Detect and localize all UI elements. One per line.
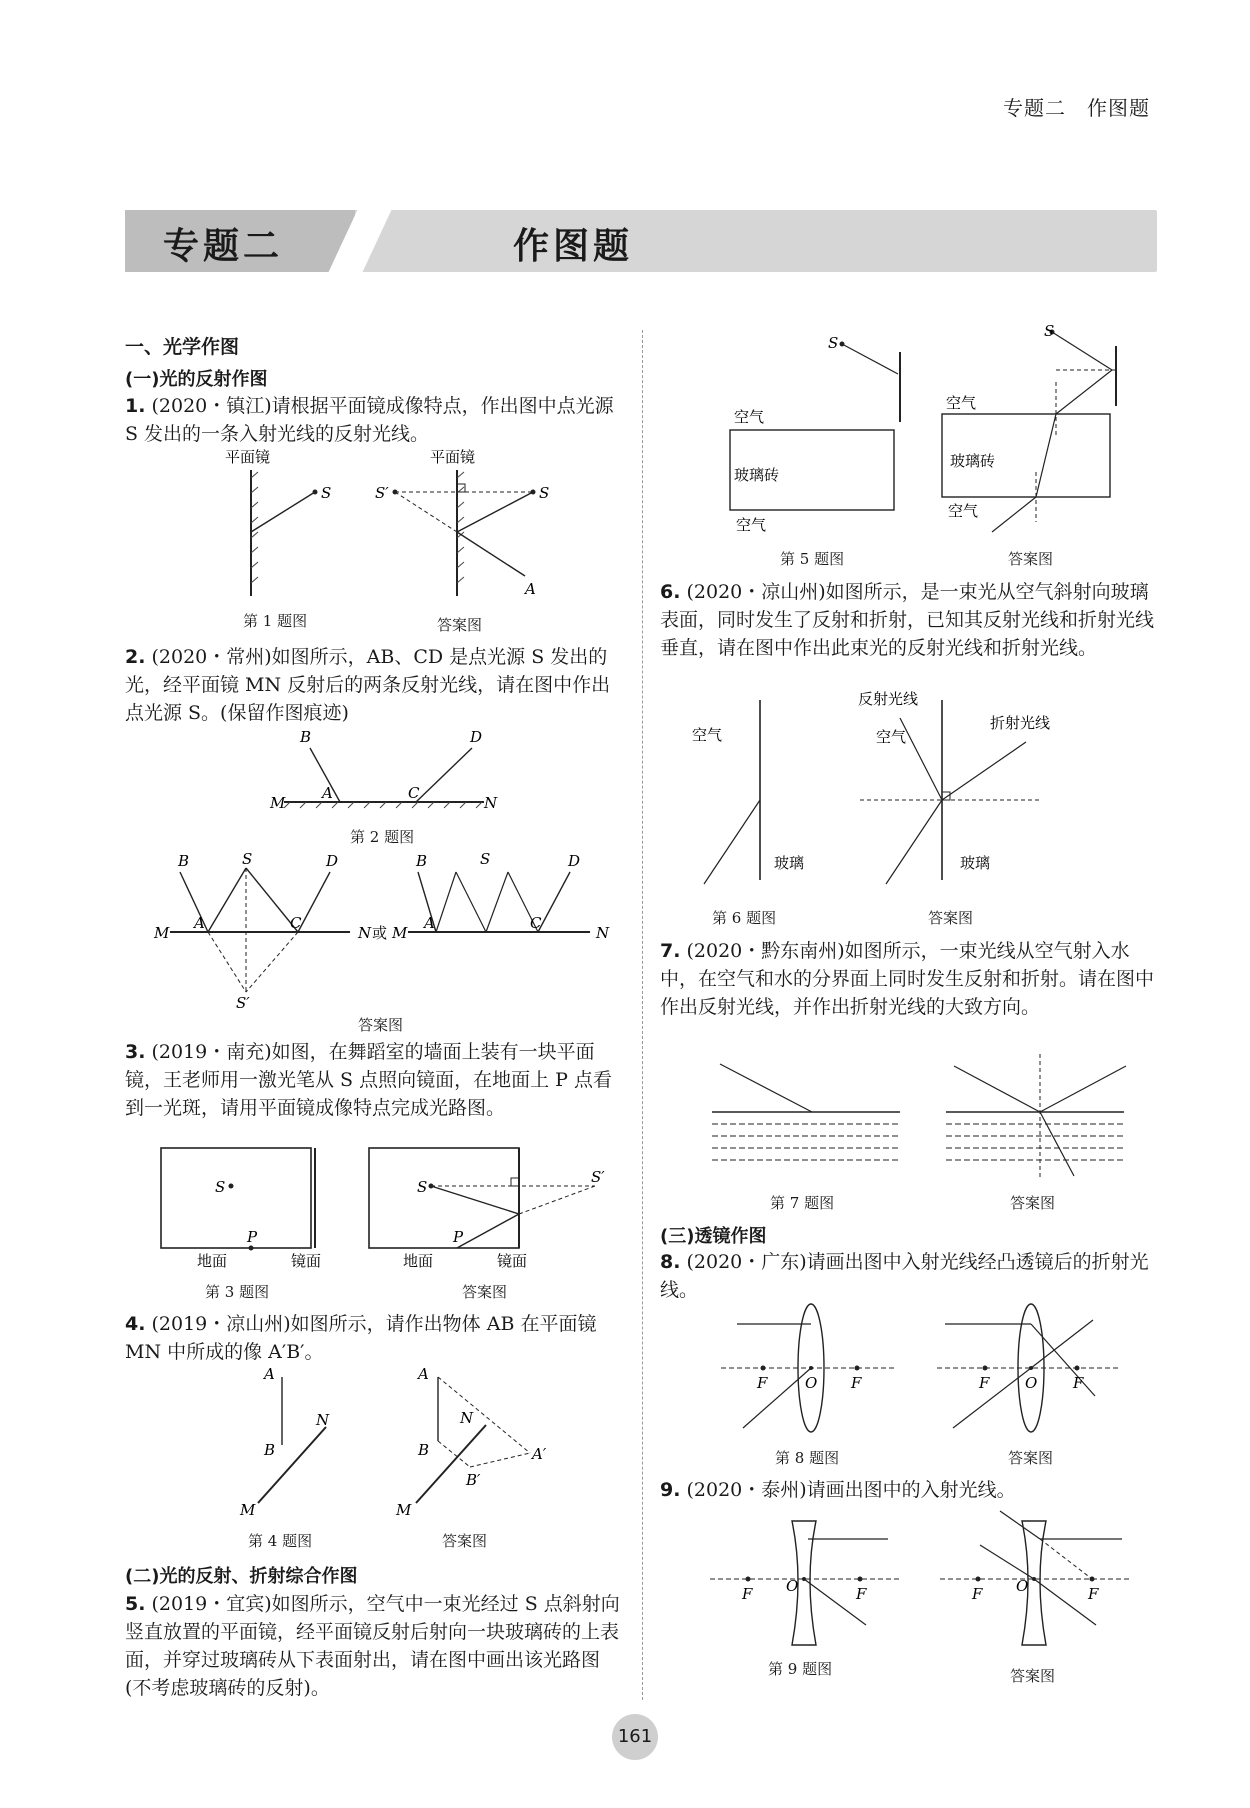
q4-A: A bbox=[264, 1365, 275, 1383]
figure-q2-answer bbox=[150, 852, 610, 1012]
q2-answer-caption: 答案图 bbox=[358, 1016, 404, 1034]
q4-caption: 第 4 题图 bbox=[248, 1532, 313, 1550]
q9-F2: F bbox=[856, 1585, 867, 1603]
q9-answer-caption: 答案图 bbox=[1010, 1667, 1056, 1685]
q6-glass: 玻璃 bbox=[774, 854, 805, 872]
q9a-O: O bbox=[1016, 1577, 1029, 1595]
chapter-banner bbox=[125, 210, 1157, 272]
q1-S: S bbox=[321, 484, 332, 502]
q2-C: C bbox=[408, 784, 420, 802]
q2-caption: 第 2 题图 bbox=[350, 828, 415, 846]
q6-caption: 第 6 题图 bbox=[712, 909, 777, 927]
q2a-N: N bbox=[358, 924, 372, 942]
q2b-S: S bbox=[480, 850, 491, 868]
q8-F1: F bbox=[757, 1374, 768, 1392]
q4-N: N bbox=[316, 1411, 330, 1429]
q5-answer-caption: 答案图 bbox=[1008, 550, 1054, 568]
q5-air-bottom: 空气 bbox=[736, 516, 767, 534]
question-2 bbox=[125, 643, 625, 727]
question-6-number: 6. bbox=[660, 581, 681, 603]
question-9-text: (2020・泰州)请画出图中的入射光线。 bbox=[686, 1479, 1016, 1501]
q7-answer-caption: 答案图 bbox=[1010, 1194, 1056, 1212]
q3-caption: 第 3 题图 bbox=[205, 1283, 270, 1301]
q6a-refract: 折射光线 bbox=[990, 714, 1051, 732]
q6a-reflect: 反射光线 bbox=[858, 690, 919, 708]
figure-q3 bbox=[155, 1142, 615, 1272]
column-divider bbox=[642, 330, 643, 1700]
q5a-S: S bbox=[1044, 322, 1055, 340]
q3a-P: P bbox=[453, 1228, 464, 1246]
question-3-number: 3. bbox=[125, 1041, 146, 1063]
q2-B: B bbox=[300, 728, 312, 746]
q9a-F1: F bbox=[972, 1585, 983, 1603]
q2a-or: 或 bbox=[372, 924, 388, 942]
question-9 bbox=[660, 1476, 1160, 1504]
q2-D: D bbox=[470, 728, 483, 746]
q9-caption: 第 9 题图 bbox=[768, 1660, 833, 1678]
figure-q7 bbox=[700, 1050, 1140, 1190]
q4a-A: A bbox=[418, 1365, 429, 1383]
question-4-text: (2019・凉山州)如图所示，请作出物体 AB 在平面镜 MN 中所成的像 A′B′。 bbox=[125, 1313, 597, 1363]
q1-mirror-label: 平面镜 bbox=[225, 448, 271, 466]
q3a-S: S bbox=[417, 1178, 428, 1196]
q3-mirror: 镜面 bbox=[291, 1252, 322, 1270]
page-number: 161 bbox=[612, 1714, 658, 1760]
q2a-D: D bbox=[326, 852, 339, 870]
banner-title-part1: 专题二 bbox=[163, 226, 284, 267]
q3-P: P bbox=[247, 1228, 258, 1246]
q5a-air-top: 空气 bbox=[946, 394, 977, 412]
q4a-M: M bbox=[396, 1501, 412, 1519]
q1-Sprime: S′ bbox=[375, 484, 389, 502]
question-2-text: (2020・常州)如图所示，AB、CD 是点光源 S 发出的光，经平面镜 MN 反射后的两条反射光线，请在图中作出点光源 S。(保留作图痕迹) bbox=[125, 646, 611, 724]
q1-answer-S: S bbox=[539, 484, 550, 502]
q4a-Aprime: A′ bbox=[532, 1445, 547, 1463]
q2a-S: S bbox=[242, 850, 253, 868]
subsection-title-2: (二)光的反射、折射综合作图 bbox=[125, 1566, 358, 1587]
figure-q9 bbox=[700, 1515, 1140, 1665]
q2b-M: M bbox=[392, 924, 408, 942]
q4-answer-caption: 答案图 bbox=[442, 1532, 488, 1550]
figure-q8 bbox=[715, 1300, 1135, 1440]
q6a-glass: 玻璃 bbox=[960, 854, 991, 872]
q9-O: O bbox=[786, 1577, 799, 1595]
q6-answer-caption: 答案图 bbox=[928, 909, 974, 927]
question-5 bbox=[125, 1590, 625, 1702]
q5-caption: 第 5 题图 bbox=[780, 550, 845, 568]
question-7-number: 7. bbox=[660, 940, 681, 962]
running-header: 专题二 作图题 bbox=[1003, 96, 1150, 120]
figure-q1 bbox=[215, 448, 555, 628]
q6-air: 空气 bbox=[692, 726, 723, 744]
q4a-Bprime: B′ bbox=[466, 1471, 481, 1489]
q2b-B: B bbox=[416, 852, 428, 870]
q2-A: A bbox=[322, 784, 333, 802]
q7-caption: 第 7 题图 bbox=[770, 1194, 835, 1212]
q3a-Sprime: S′ bbox=[591, 1168, 605, 1186]
q2b-N: N bbox=[596, 924, 610, 942]
q5a-glass: 玻璃砖 bbox=[950, 452, 996, 470]
question-3-text: (2019・南充)如图，在舞蹈室的墙面上装有一块平面镜，王老师用一激光笔从 S 点照向镜面，在地面上 P 点看到一光斑，请用平面镜成像特点完成光路图。 bbox=[125, 1041, 612, 1119]
q8-answer-caption: 答案图 bbox=[1008, 1449, 1054, 1467]
q2a-A: A bbox=[194, 914, 205, 932]
q2a-C: C bbox=[290, 914, 302, 932]
q8a-F1: F bbox=[979, 1374, 990, 1392]
question-7 bbox=[660, 937, 1160, 1021]
q3a-floor: 地面 bbox=[403, 1252, 434, 1270]
q4-M: M bbox=[240, 1501, 256, 1519]
q2b-C: C bbox=[530, 914, 542, 932]
question-8-number: 8. bbox=[660, 1251, 681, 1273]
figure-q6 bbox=[680, 690, 1080, 890]
q8-O: O bbox=[805, 1374, 818, 1392]
q1-answer-mirror-label: 平面镜 bbox=[430, 448, 476, 466]
question-1 bbox=[125, 392, 625, 448]
question-5-number: 5. bbox=[125, 1593, 146, 1615]
q5-S: S bbox=[828, 334, 839, 352]
q3-floor: 地面 bbox=[197, 1252, 228, 1270]
q5-glass: 玻璃砖 bbox=[734, 466, 780, 484]
question-4 bbox=[125, 1310, 625, 1366]
q1-answer-caption: 答案图 bbox=[437, 616, 483, 634]
subsection-title-3: (三)透镜作图 bbox=[660, 1226, 767, 1247]
q2b-D: D bbox=[568, 852, 581, 870]
section-title: 一、光学作图 bbox=[125, 336, 240, 358]
q5-air-top: 空气 bbox=[734, 408, 765, 426]
question-5-text: (2019・宜宾)如图所示，空气中一束光经过 S 点斜射向竖直放置的平面镜，经平面镜反射后射向一块玻璃砖的上表面，并穿过玻璃砖从下表面射出，请在图中画出该光路图(不考虑玻璃砖的反射)。 bbox=[125, 1593, 620, 1699]
q8-F2: F bbox=[851, 1374, 862, 1392]
q2-N: N bbox=[484, 794, 498, 812]
q9a-F2: F bbox=[1088, 1585, 1099, 1603]
q8a-F2: F bbox=[1073, 1374, 1084, 1392]
q3-answer-caption: 答案图 bbox=[462, 1283, 508, 1301]
subsection-title-1: (一)光的反射作图 bbox=[125, 369, 268, 390]
q5a-air-bottom: 空气 bbox=[948, 502, 979, 520]
figure-q2 bbox=[270, 728, 500, 812]
question-7-text: (2020・黔东南州)如图所示，一束光线从空气射入水中，在空气和水的分界面上同时发生反射和折射。请在图中作出反射光线，并作出折射光线的大致方向。 bbox=[660, 940, 1155, 1018]
question-8 bbox=[660, 1248, 1160, 1304]
banner-title-part2: 作图题 bbox=[513, 226, 634, 267]
q3-S: S bbox=[215, 1178, 226, 1196]
q2a-M: M bbox=[154, 924, 170, 942]
question-6 bbox=[660, 578, 1160, 662]
question-8-text: (2020・广东)请画出图中入射光线经凸透镜后的折射光线。 bbox=[660, 1251, 1149, 1301]
q1-caption: 第 1 题图 bbox=[243, 612, 308, 630]
q2a-B: B bbox=[178, 852, 190, 870]
question-3 bbox=[125, 1038, 625, 1122]
q2-M: M bbox=[270, 794, 286, 812]
figure-q5 bbox=[720, 322, 1140, 542]
question-1-number: 1. bbox=[125, 395, 146, 417]
question-2-number: 2. bbox=[125, 646, 146, 668]
question-1-text: (2020・镇江)请根据平面镜成像特点，作出图中点光源 S 发出的一条入射光线的反射光线。 bbox=[125, 395, 614, 445]
question-9-number: 9. bbox=[660, 1479, 681, 1501]
q8-caption: 第 8 题图 bbox=[775, 1449, 840, 1467]
q3a-mirror: 镜面 bbox=[497, 1252, 528, 1270]
q9-F1: F bbox=[742, 1585, 753, 1603]
q6a-air: 空气 bbox=[876, 728, 907, 746]
q1-A: A bbox=[525, 580, 536, 598]
q2b-A: A bbox=[424, 914, 435, 932]
q4a-N: N bbox=[460, 1409, 474, 1427]
q4a-B: B bbox=[418, 1441, 430, 1459]
q2a-Sprime: S′ bbox=[236, 994, 250, 1012]
q4-B: B bbox=[264, 1441, 276, 1459]
q8a-O: O bbox=[1025, 1374, 1038, 1392]
figure-q4 bbox=[230, 1365, 590, 1525]
question-4-number: 4. bbox=[125, 1313, 146, 1335]
question-6-text: (2020・凉山州)如图所示，是一束光从空气斜射向玻璃表面，同时发生了反射和折射，已知其反射光线和折射光线垂直，请在图中作出此束光的反射光线和折射光线。 bbox=[660, 581, 1155, 659]
